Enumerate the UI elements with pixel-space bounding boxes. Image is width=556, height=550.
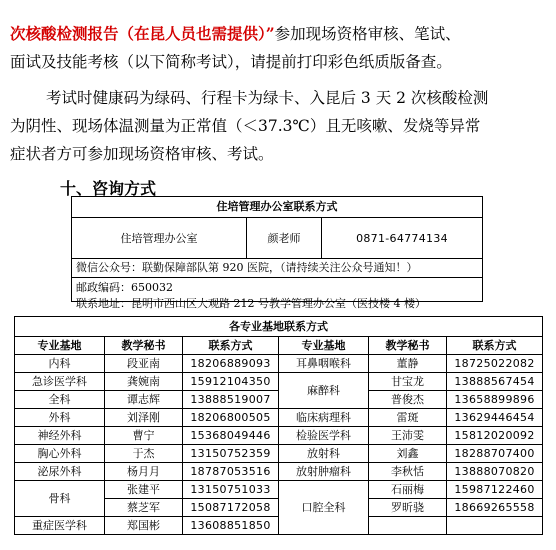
base-cell: 胸心外科 — [15, 445, 105, 463]
phone-cell: 18725022082 — [447, 355, 543, 373]
phone-cell: 15912104350 — [183, 373, 279, 391]
base-cell: 神经外科 — [15, 427, 105, 445]
secretary-cell: 张建平 — [105, 481, 183, 499]
phone-cell: 13150752359 — [183, 445, 279, 463]
office-postcode: 邮政编码：650032 — [76, 281, 173, 294]
secretary-cell: 谭志辉 — [105, 391, 183, 409]
phone-cell: 15987122460 — [447, 481, 543, 499]
office-phone: 0871-64774134 — [356, 231, 448, 245]
notice-paragraph-2 — [0, 84, 556, 168]
table-row — [15, 481, 543, 499]
empty-cell — [369, 517, 447, 535]
health-line-3: 症状者方可参加现场资格审核、考试。 — [10, 145, 274, 163]
secretary-cell: 杨月月 — [105, 463, 183, 481]
table-header-row — [15, 337, 543, 355]
col-header: 专业基地 — [15, 337, 105, 355]
secretary-cell: 蔡芝军 — [105, 499, 183, 517]
col-header: 教学秘书 — [105, 337, 183, 355]
phone-cell: 15812020092 — [447, 427, 543, 445]
phone-cell: 13629446454 — [447, 409, 543, 427]
office-contact-title: 住培管理办公室联系方式 — [72, 197, 482, 218]
phone-cell: 18787053516 — [183, 463, 279, 481]
secretary-cell: 郑国彬 — [105, 517, 183, 535]
secretary-cell: 普俊杰 — [369, 391, 447, 409]
office-address-block — [72, 278, 482, 312]
base-cell: 检验医学科 — [279, 427, 369, 445]
secretary-cell: 龚婉南 — [105, 373, 183, 391]
base-cell: 放射科 — [279, 445, 369, 463]
base-cell: 放射肿瘤科 — [279, 463, 369, 481]
base-cell: 急诊医学科 — [15, 373, 105, 391]
secretary-cell: 刘泽刚 — [105, 409, 183, 427]
secretary-cell: 罗昕骁 — [369, 499, 447, 517]
phone-cell: 13608851850 — [183, 517, 279, 535]
table-row — [15, 373, 543, 391]
phone-cell: 15368049446 — [183, 427, 279, 445]
phone-cell: 18206800505 — [183, 409, 279, 427]
secretary-cell: 董静 — [369, 355, 447, 373]
health-line-1: 考试时健康码为绿码、行程卡为绿卡、入昆后 3 天 2 次核酸检测 — [46, 89, 489, 107]
base-cell: 外科 — [15, 409, 105, 427]
notice-text: 参加现场资格审核、笔试、 — [274, 25, 461, 43]
base-cell: 泌尿外科 — [15, 463, 105, 481]
phone-cell: 13888519007 — [183, 391, 279, 409]
secretary-cell: 雷斑 — [369, 409, 447, 427]
secretary-cell: 石丽梅 — [369, 481, 447, 499]
col-header: 专业基地 — [279, 337, 369, 355]
col-header: 联系方式 — [183, 337, 279, 355]
notice-paragraph-1 — [0, 20, 556, 76]
col-header: 联系方式 — [447, 337, 543, 355]
phone-cell: 18669265558 — [447, 499, 543, 517]
nucleic-acid-requirement: 次核酸检测报告（在昆人员也需提供）” — [10, 24, 275, 43]
phone-cell: 15087172058 — [183, 499, 279, 517]
table-row — [15, 445, 543, 463]
office-address: 联系地址：昆明市西山区大观路 212 号教学管理办公室（医技楼 4 楼） — [76, 297, 426, 310]
office-name: 住培管理办公室 — [72, 218, 247, 258]
section-heading: 十、咨询方式 — [60, 179, 157, 198]
base-cell: 骨科 — [15, 481, 105, 517]
department-contact-table — [14, 316, 543, 535]
table-row — [15, 409, 543, 427]
secretary-cell: 甘宝龙 — [369, 373, 447, 391]
base-cell: 内科 — [15, 355, 105, 373]
secretary-cell: 李秋恬 — [369, 463, 447, 481]
phone-cell: 18206889093 — [183, 355, 279, 373]
base-cell: 耳鼻咽喉科 — [279, 355, 369, 373]
office-contact-box — [71, 196, 483, 310]
base-cell: 口腔全科 — [279, 481, 369, 535]
base-cell: 麻醉科 — [279, 373, 369, 409]
empty-cell — [447, 517, 543, 535]
phone-cell: 13150751033 — [183, 481, 279, 499]
secretary-cell: 于杰 — [105, 445, 183, 463]
secretary-cell: 段亚南 — [105, 355, 183, 373]
table-row — [15, 355, 543, 373]
secretary-cell: 曹宁 — [105, 427, 183, 445]
table-row — [15, 427, 543, 445]
office-contact-row — [72, 218, 482, 259]
phone-cell: 18288707400 — [447, 445, 543, 463]
base-cell: 临床病理科 — [279, 409, 369, 427]
health-line-2: 为阴性、现场体温测量为正常值（＜37.3℃）且无咳嗽、发烧等异常 — [10, 117, 481, 135]
secretary-cell: 王沛雯 — [369, 427, 447, 445]
col-header: 教学秘书 — [369, 337, 447, 355]
table-title: 各专业基地联系方式 — [15, 317, 543, 337]
notice-line-2: 面试及技能考核（以下简称考试），请提前打印彩色纸质版备查。 — [10, 53, 452, 71]
secretary-cell: 刘鑫 — [369, 445, 447, 463]
phone-cell: 13888567454 — [447, 373, 543, 391]
phone-cell: 13658899896 — [447, 391, 543, 409]
notice-line-1 — [0, 20, 556, 48]
base-cell: 重症医学科 — [15, 517, 105, 535]
base-cell: 全科 — [15, 391, 105, 409]
phone-cell: 13888070820 — [447, 463, 543, 481]
office-contact-person: 颜老师 — [247, 218, 322, 258]
table-row — [15, 463, 543, 481]
office-wechat: 微信公众号：联勤保障部队第 920 医院，（请持续关注公众号通知！） — [72, 259, 482, 278]
